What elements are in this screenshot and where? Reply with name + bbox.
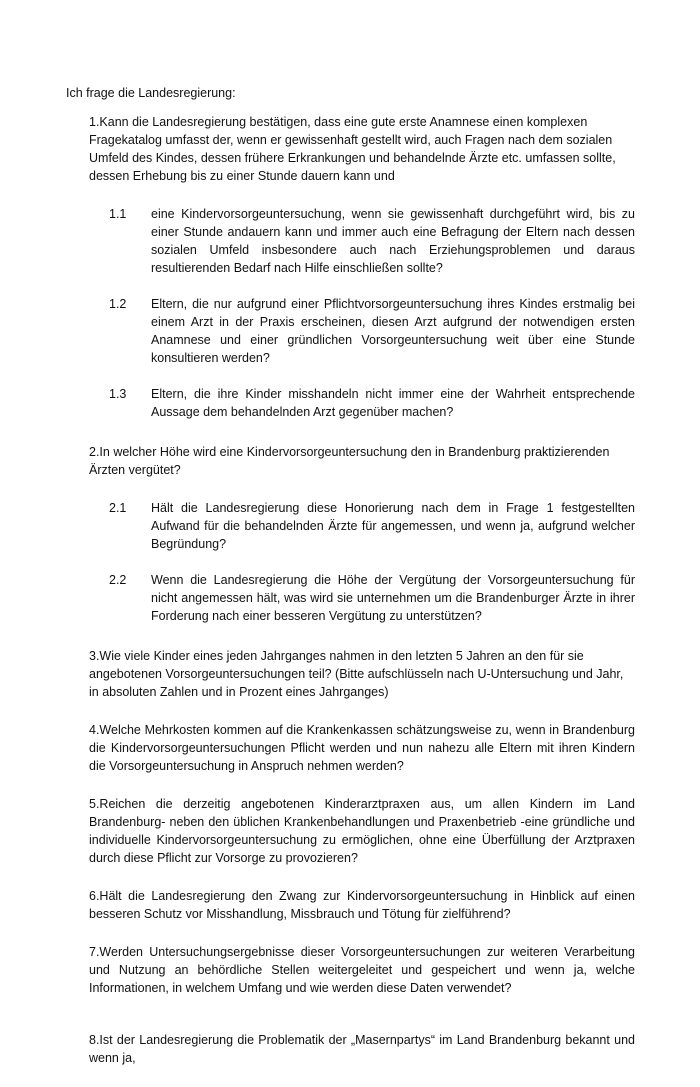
subquestion-2-1 [89,499,635,553]
question-6: 6.Hält die Landesregierung den Zwang zur Kindervorsorgeuntersuchung in Hinblick auf einen besseren Schutz vor Misshandlung, Missbrauch und Tötung für zielführend? [89,889,635,921]
question-5: 5.Reichen die derzeitig angebotenen Kinderarztpraxen aus, um allen Kindern im Land Brandenburg- neben den üblichen Krankenbehandlungen und Praxenbetrieb -eine gründliche und individuelle Kindervorsorgeuntersuchung zu ermöglichen, ohne eine Überfüllung der Arztpraxen durch diese Pflicht zur Vorsorge zu provozieren? [89,797,635,865]
subquestion-text: Eltern, die ihre Kinder misshandeln nicht immer eine der Wahrheit entsprechende Aussage dem behandelnden Arzt gegenüber machen? [151,387,635,419]
question-2: 2.In welcher Höhe wird eine Kindervorsorgeuntersuchung den in Brandenburg praktizierenden Ärzten vergütet? [89,445,631,477]
question-7: 7.Werden Untersuchungsergebnisse dieser Vorsorgeuntersuchungen zur weiteren Verarbeitung und Nutzung an behördliche Stellen weitergeleitet und gespeichert und wenn ja, welche Informationen, in welchem Umfang und wie werden diese Daten verwendet? [89,945,635,995]
subquestion-text: Wenn die Landesregierung die Höhe der Vergütung der Vorsorgeuntersuchung für nicht angemessen hält, was wird sie unternehmen um die Brandenburger Ärzte in ihrer Forderung nach einer besseren Vergütung zu unterstützen? [151,573,635,623]
subquestion-2-2 [89,571,635,625]
question-3: 3.Wie viele Kinder eines jeden Jahrganges nahmen in den letzten 5 Jahren an den für sie angebotenen Vorsorgeuntersuchungen teil? (Bitte aufschlüsseln nach U-Untersuchung und Jahr, in absoluten Zahlen und in Prozent eines Jahrganges) [89,649,624,699]
subquestion-text: Hält die Landesregierung diese Honorierung nach dem in Frage 1 festgestellten Aufwand für die behandelnden Ärzte für angemessen, und wenn ja, aufgrund welcher Begründung? [151,501,635,551]
subquestion-1-3 [89,385,635,421]
subquestion-number: 2.1 [109,501,127,515]
question-1-subitems [89,205,635,421]
subquestion-number: 2.2 [109,573,127,587]
subquestion-text: eine Kindervorsorgeuntersuchung, wenn sie gewissenhaft durchgeführt wird, bis zu einer Stunde andauern kann und immer auch eine Befragung der Eltern nach dessen sozialen Umfeld insbesondere auch nach Erziehungsproblemen und daraus resultierenden Bedarf nach Hilfe einschließen sollte? [151,207,635,275]
question-1: 1.Kann die Landesregierung bestätigen, dass eine gute erste Anamnese einen komplexen Fragekatalog umfasst der, wenn er gewissenhaft gestellt wird, auch Fragen nach dem sozialen Umfeld des Kindes, dessen frühere Erkrankungen und behandelnde Ärzte etc. umfassen sollte, dessen Erhebung bis zu einer Stunde dauern kann und [89,115,616,183]
question-2-subitems [89,499,635,625]
question-8: 8.Ist der Landesregierung die Problematik der „Masernpartys“ im Land Brandenburg bekannt und wenn ja, [89,1033,635,1065]
question-list [89,113,635,1087]
subquestion-number: 1.2 [109,297,127,311]
intro-line: Ich frage die Landesregierung: [66,86,236,100]
subquestion-text: Eltern, die nur aufgrund einer Pflichtvorsorgeuntersuchung ihres Kindes erstmalig bei einem Arzt in der Praxis erscheinen, diesen Arzt aufgrund der notwendigen ersten Anamnese und einer gründlichen Vorsorgeuntersuchung weit über eine Stunde konsultieren werden? [151,297,635,365]
subquestion-1-1 [89,205,635,277]
subquestion-1-2 [89,295,635,367]
question-4: 4.Welche Mehrkosten kommen auf die Krankenkassen schätzungsweise zu, wenn in Brandenburg die Kindervorsorgeuntersuchungen Pflicht werden und nun nahezu alle Eltern mit ihren Kindern die Vorsorgeuntersuchung in Anspruch nehmen werden? [89,723,635,773]
subquestion-number: 1.1 [109,207,127,221]
subquestion-number: 1.3 [109,387,127,401]
